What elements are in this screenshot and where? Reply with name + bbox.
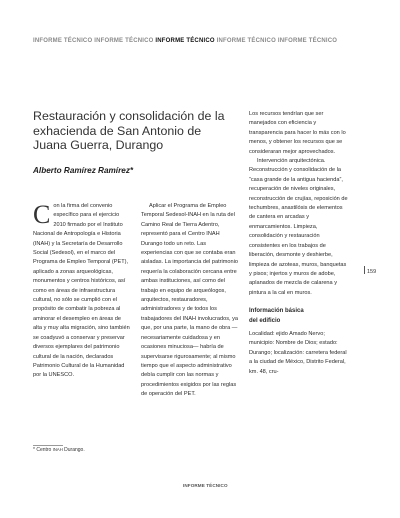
paragraph: Localidad: ejido Amado Nervo; municipio: Nombre de Dios; estado: Durango; localización: carretera federal a la ciudad de México, Distrito Federal, km. 48, cru- (249, 330, 347, 375)
column-1 (33, 202, 130, 381)
footnote-marker: * Centro (33, 447, 53, 453)
footnote-rule (33, 445, 63, 446)
drop-cap: C (33, 200, 51, 229)
section-subheading (249, 307, 349, 326)
running-header-left: INFORME TÉCNICO INFORME TÉCNICO (33, 38, 154, 44)
running-header-center: INFORME TÉCNICO (155, 38, 215, 44)
footer-label: INFORME TÉCNICO (183, 483, 228, 488)
running-header (33, 38, 337, 44)
subheading-line-1: Información básica (249, 308, 304, 315)
footnote-rest: Durango. (62, 447, 85, 453)
page-number-bar (364, 266, 365, 274)
intro-paragraph (33, 202, 130, 381)
column-2 (141, 202, 238, 400)
paragraph: Intervención arquitectónica. Reconstrucción y consolidación de la “casa grande de la antigua hacienda”, recuperación de niveles originales, reconstrucción de crujías, reposición de techumbres, anastilósis de elementos de cantera en arcadas y enmarcamientos. Limpieza, consolidación y restauración consistentes en los trabajos de liberación, desmonte y deshierbe, limpieza de azoteas, muros, banquetas y pisos; injertos y muros de adobe, aplanados de mezcla de calarena y pintura a la cal en muros. (249, 158, 348, 296)
footnote-inah: INAH (52, 447, 63, 452)
page-number-text: 159 (367, 269, 377, 275)
subheading-line-2: del edificio (249, 317, 281, 324)
running-header-right: INFORME TÉCNICO INFORME TÉCNICO (216, 38, 338, 44)
intro-text: on la firma del convenio específico para el ejercicio 2010 firmado por el Instituto Nacional de Antropología e Historia (INAH) y la Secretaría de Desarrollo Social (Sedesol), en el marco del Programa de Empleo Temporal (PET), aplicado a zonas arqueológicas, monumentos y centros históricos, así como en áreas de infraestructura cultural, no sólo se cumplió con el propósito de combatir la pobreza al aminorar el desempleo en áreas de alta y muy alta migración, sino también se coadyuvó a conservar y preservar diversos ejemplares del patrimonio cultural de la nación, declarados Patrimonio Cultural de la Humanidad por la UNESCO. (33, 203, 130, 379)
footnote (33, 447, 85, 453)
page-number (364, 266, 376, 275)
paragraph: Aplicar el Programa de Empleo Temporal Sedesol-INAH en la ruta del Camino Real de Tierra Adentro, representó para el Centro INAH Durango todo un reto. Las experiencias con que se contaba eran aisladas. La importancia del patrimonio requería la colaboración cercana entre ambas instituciones, así como del trabajo en equipo de arqueólogos, arquitectos, restauradores, administradores y de todos los trabajadores del INAH involucrados, ya que, por una parte, la mano de obra —necesariamente cuidadosa y en ocasiones minuciosa— habría de supervisarse rigurosamente; al mismo tiempo que el aspecto administrativo debía cumplir con las normas y procedimientos exigidos por las reglas de operación del PET. (141, 203, 239, 398)
paragraph: Los recursos tendrían que ser manejados con eficiencia y transparencia para hacer lo más con lo menos, y obtener los recursos que se consideraran mejor aprovechados. (249, 111, 346, 155)
article-title: Restauración y consolidación de la exhacienda de San Antonio de Juana Guerra, Durango (33, 109, 225, 152)
column-3 (249, 110, 349, 377)
article-author: Alberto Ramírez Ramírez* (33, 166, 134, 175)
